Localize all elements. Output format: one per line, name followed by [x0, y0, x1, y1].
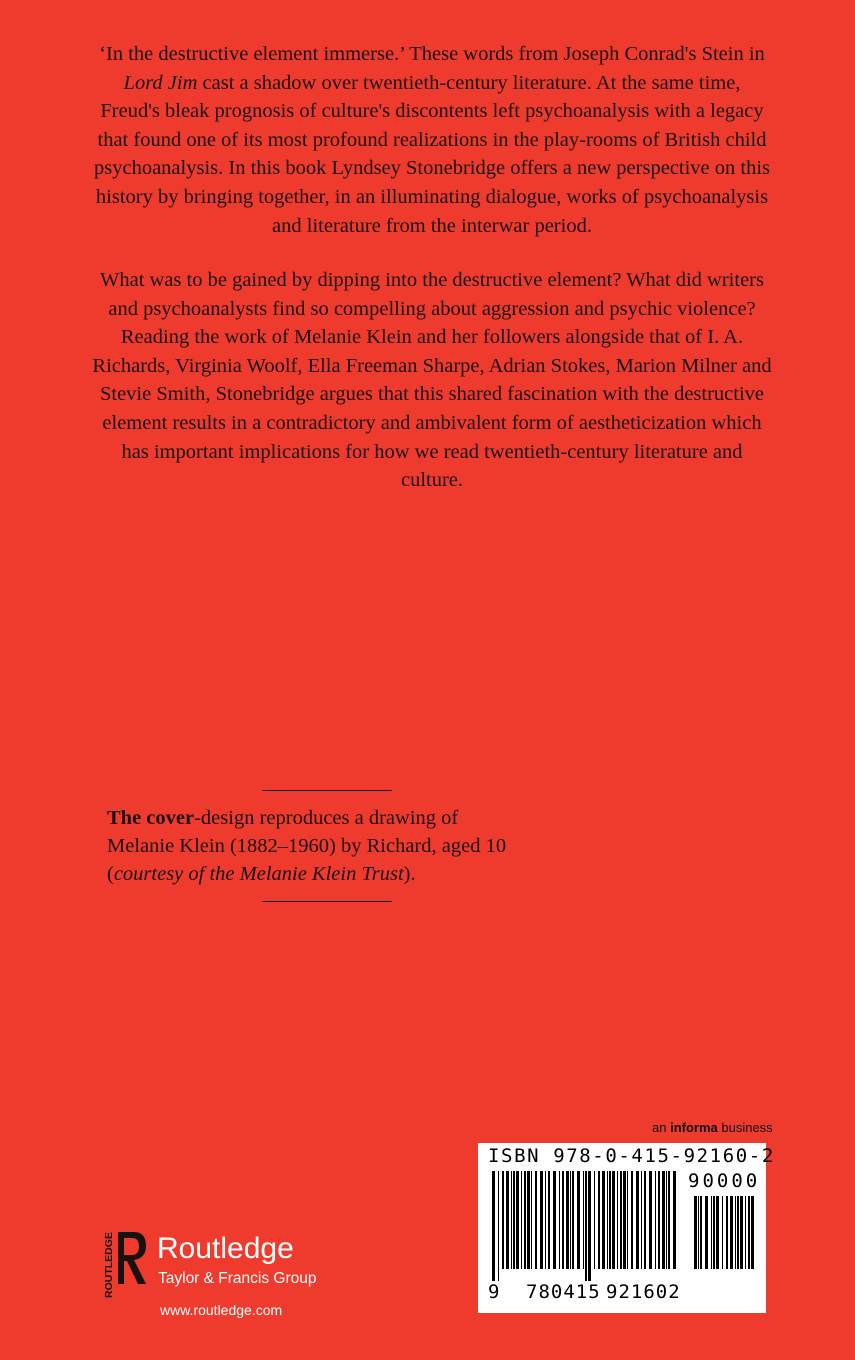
barcode-bar: [594, 1171, 595, 1269]
barcode-bar: [737, 1196, 739, 1269]
barcode-bar: [521, 1171, 522, 1269]
barcode-bar: [540, 1171, 543, 1269]
barcode-bar: [698, 1196, 699, 1269]
cover-credit-line1: -design reproduces a drawing of: [194, 807, 459, 829]
isbn-label: ISBN 978-0-415-92160-2: [488, 1145, 775, 1167]
barcode-bar: [666, 1171, 667, 1269]
barcode-bar: [498, 1171, 499, 1281]
informa-prefix: an: [652, 1120, 671, 1135]
barcode-bar: [583, 1171, 584, 1269]
barcode-bar: [722, 1196, 723, 1269]
blurb-p1-segment-0: ‘In the destructive element immerse.’ These words from Joseph Conrad's Stein in: [99, 43, 765, 65]
barcode-bar: [627, 1171, 628, 1269]
publisher-name: Routledge: [157, 1232, 294, 1265]
publisher-group: Taylor & Francis Group: [158, 1270, 317, 1287]
barcode-bar: [513, 1171, 515, 1269]
barcode-bar: [535, 1171, 537, 1269]
cover-credit-open: (: [107, 863, 114, 885]
barcode-bar: [585, 1171, 587, 1281]
informa-business-tag: [652, 1120, 773, 1135]
barcode-bar: [668, 1171, 670, 1269]
barcode-bar: [713, 1196, 715, 1269]
barcode-bar: [602, 1171, 605, 1269]
ean-digit-group-2: 921602: [606, 1281, 681, 1303]
barcode-bar: [527, 1171, 530, 1269]
barcode-bar: [745, 1196, 746, 1269]
blurb-paragraph-2: What was to be gained by dipping into the destructive element? What did writers and psychoanalysts find so compelling about aggression and psychic violence? Reading the work of Melanie Klein and her followers alongside that of I. A. Richards, Virginia Woolf, Ella Freeman Sharpe, Adrian Stokes, Marion Milner and Stevie Smith, Stonebridge argues that this shared fascination with the destructive element results in a contradictory and ambivalent form of aestheticization which has important implications for how we read twentieth-century literature and culture.: [92, 269, 772, 492]
blurb-p1-segment-1: Lord Jim: [123, 71, 198, 94]
divider-bottom: [262, 901, 392, 902]
routledge-logo-text: ROUTLEDGE: [103, 1232, 115, 1298]
informa-bold: informa: [670, 1120, 718, 1135]
cover-credit-line2: Melanie Klein (1882–1960) by Richard, aged 10: [107, 835, 507, 857]
divider-top: [262, 790, 392, 791]
barcode-bar: [492, 1171, 495, 1281]
barcode-bar: [658, 1171, 660, 1269]
barcode-bar: [748, 1196, 750, 1269]
barcode-bar: [566, 1171, 569, 1269]
barcode-bar: [735, 1196, 736, 1269]
barcode-bar: [511, 1171, 512, 1269]
cover-credit-close: ).: [403, 863, 416, 885]
barcode-bar: [631, 1171, 633, 1269]
barcode-bar: [694, 1196, 697, 1269]
blurb-paragraph-1: [92, 40, 772, 240]
barcode-bar: [623, 1171, 626, 1269]
barcode-bar: [740, 1196, 743, 1269]
barcode-bar: [516, 1171, 519, 1269]
barcode-bar: [620, 1171, 622, 1269]
barcode-bar: [609, 1171, 611, 1269]
routledge-logo-icon: [100, 1228, 150, 1300]
barcode-bar: [562, 1171, 564, 1269]
barcode-bar: [531, 1171, 532, 1269]
barcode-bar: [545, 1171, 546, 1269]
barcode-bar: [506, 1171, 509, 1269]
barcode-bar: [607, 1171, 608, 1269]
barcode-bar: [751, 1196, 754, 1269]
barcode-addon-bars: [690, 1196, 756, 1281]
barcode-bar: [502, 1171, 504, 1269]
blurb-p1-segment-2: cast a shadow over twentieth-century literature. At the same time, Freud's bleak prognosis of culture's discontents left psychoanalysis with a legacy that found one of its most profound realizations in the play-rooms of British child psychoanalysis. In this book Lyndsey Stonebridge offers a new perspective on this history by bringing together, in an illuminating dialogue, works of psychoanalysis and literature from the interwar period.: [94, 71, 770, 237]
barcode-bar: [726, 1196, 728, 1269]
ean-digit-group-0: 9: [488, 1281, 501, 1303]
barcode-bar: [598, 1171, 600, 1269]
barcode-bar: [572, 1171, 574, 1269]
barcode-bar: [730, 1196, 733, 1269]
barcode-bar: [570, 1171, 571, 1269]
barcode-bar: [700, 1196, 702, 1269]
cover-credit: [107, 804, 627, 888]
barcode-bar: [644, 1171, 646, 1269]
barcode-bar: [548, 1171, 550, 1269]
barcode-bar: [588, 1171, 591, 1281]
barcode-bar: [649, 1171, 652, 1269]
barcode-bar: [524, 1171, 526, 1269]
barcode-bar: [636, 1171, 639, 1269]
publisher-url[interactable]: www.routledge.com: [160, 1302, 283, 1318]
barcode-bar: [705, 1196, 708, 1269]
ean-digit-group-1: 780415: [526, 1281, 601, 1303]
cover-credit-bold: The cover: [107, 807, 195, 829]
informa-suffix: business: [717, 1120, 773, 1135]
barcode-bar: [711, 1196, 712, 1269]
isbn-addon-digits: 90000: [688, 1170, 761, 1192]
barcode-bar: [641, 1171, 642, 1269]
barcode-bar: [673, 1171, 676, 1269]
barcode-bar: [612, 1171, 615, 1269]
barcode-bar: [553, 1171, 556, 1269]
barcode-bar: [559, 1171, 560, 1269]
barcode-bar: [716, 1196, 719, 1269]
barcode-bar: [655, 1171, 656, 1269]
barcode-bar: [617, 1171, 618, 1269]
barcode-bar: [577, 1171, 580, 1269]
cover-credit-courtesy: courtesy of the Melanie Klein Trust: [113, 863, 404, 885]
isbn-barcode: [478, 1143, 775, 1313]
barcode-main-bars: [488, 1171, 678, 1281]
barcode-bar: [662, 1171, 665, 1269]
